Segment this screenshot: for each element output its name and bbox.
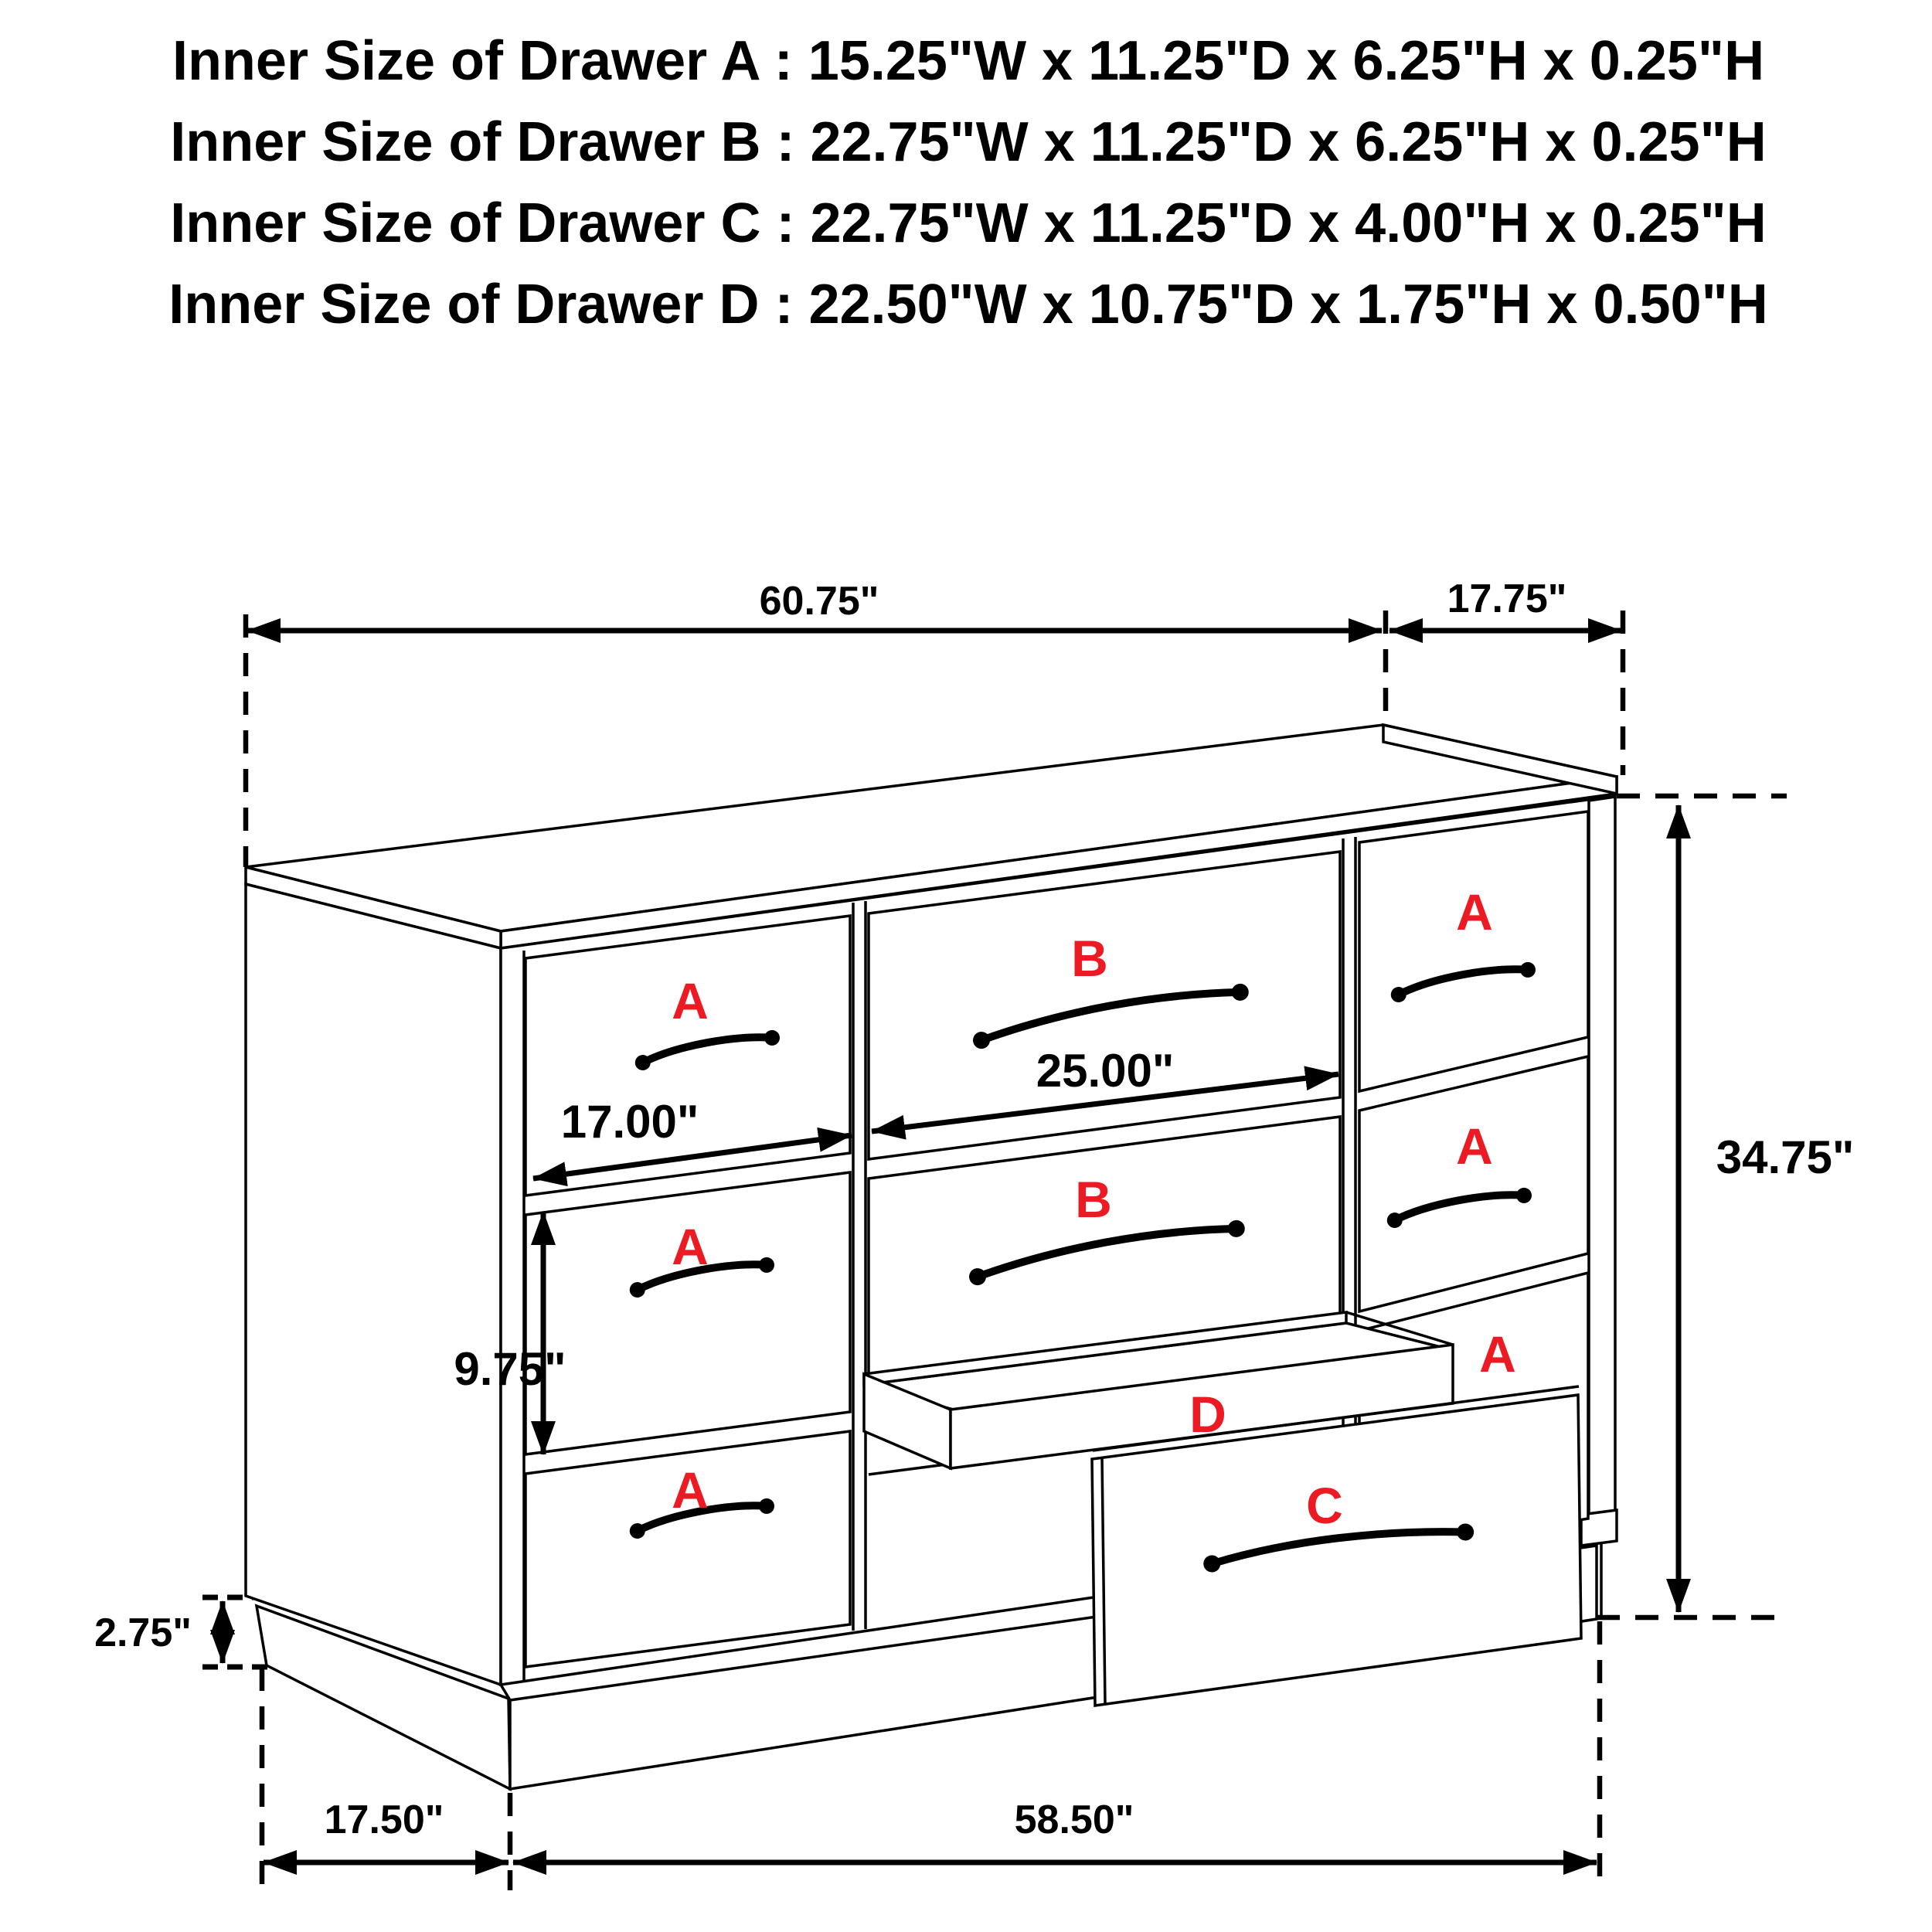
dim-label-top-depth: 17.75" — [1447, 577, 1567, 621]
inner-size-line-b: Inner Size of Drawer B : 22.75"W x 11.25"D x 6.25"H x 0.25"H — [170, 111, 1767, 173]
label-drawer-a-left-2: A — [672, 1218, 709, 1275]
label-drawer-d: D — [1189, 1386, 1226, 1443]
label-drawer-a-left-1: A — [672, 972, 709, 1029]
label-drawer-a-left-3: A — [672, 1461, 709, 1519]
dim-label-base-depth: 17.50" — [324, 1798, 444, 1842]
label-drawer-c: C — [1306, 1477, 1343, 1534]
dim-label-base-width: 58.50" — [1014, 1798, 1134, 1842]
label-drawer-a-right-1: A — [1456, 883, 1493, 940]
left-side-panel — [246, 884, 501, 1685]
label-drawer-a-right-3: A — [1479, 1325, 1516, 1383]
dim-label-base-height: 2.75" — [94, 1611, 192, 1655]
dim-label-drawer-a-width: 17.00" — [560, 1096, 699, 1148]
drawer-front-a-left-2 — [526, 1172, 850, 1454]
header-inner-sizes — [168, 30, 1767, 335]
label-drawer-a-right-2: A — [1456, 1117, 1493, 1175]
inner-size-line-c: Inner Size of Drawer C : 22.75"W x 11.25"D x 4.00"H x 0.25"H — [170, 192, 1767, 254]
label-drawer-b-2: B — [1075, 1171, 1112, 1228]
inner-size-line-d: Inner Size of Drawer D : 22.50"W x 10.75"D x 1.75"H x 0.50"H — [168, 274, 1768, 335]
inner-size-line-a: Inner Size of Drawer A : 15.25"W x 11.25"D x 6.25"H x 0.25"H — [172, 30, 1765, 92]
right-stile — [1589, 797, 1615, 1538]
drawer-front-a-left-1 — [526, 916, 850, 1196]
dim-label-top-width: 60.75" — [759, 579, 879, 624]
label-drawer-b-1: B — [1071, 930, 1108, 987]
dim-label-row-height: 9.75" — [454, 1343, 566, 1395]
dim-label-overall-height: 34.75" — [1716, 1131, 1855, 1183]
dim-label-drawer-b-width: 25.00" — [1036, 1045, 1175, 1097]
